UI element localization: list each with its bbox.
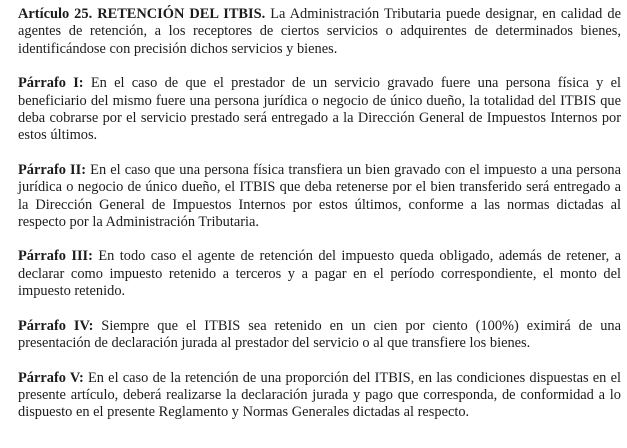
article-text: La Administración Tributaria puede designar, en calidad de agentes de retención, a los receptores de ciertos servicios o adquirentes de determinados bienes, identificándose con precisión dichos servicios y bienes. [18,6,621,57]
paragraph-1 [18,75,621,145]
paragraph-text: En todo caso el agente de retención del impuesto queda obligado, además de retener, a declarar como impuesto retenido a terceros y a pagar en el período correspondiente, el monto del impuesto retenido. [18,248,621,300]
paragraph-label: Párrafo V: [18,369,84,386]
paragraph-label: Párrafo III: [18,248,93,265]
paragraph-text: En el caso de la retención de una proporción del ITBIS, en las condiciones dispuestas en el presente artículo, deberá realizarse la declaración jurada y pago que corresponda, de conformidad a lo dispuesto en el presente Reglamento y Normas Generales dictadas al respecto. [18,369,621,421]
paragraph-3 [18,248,621,300]
article-25 [18,6,621,58]
paragraph-4 [18,318,621,353]
paragraph-5 [18,370,621,422]
paragraph-text: Siempre que el ITBIS sea retenido en un cien por ciento (100%) eximirá de una presentación de declaración jurada al prestador del servicio o al que transfiere los bienes. [18,317,621,352]
article-heading: Artículo 25. RETENCIÓN DEL ITBIS. [18,6,266,22]
paragraph-label: Párrafo IV: [18,317,94,334]
paragraph-label: Párrafo I: [18,75,84,92]
paragraph-text: En el caso de que el prestador de un servicio gravado fuere una persona física y el beneficiario del mismo fuere una persona jurídica o negocio de único dueño, la totalidad del ITBIS que deba cobrarse por el servicio prestado será entregado a la Dirección General de Impuestos Internos por estos últimos. [18,75,621,144]
paragraph-text: En el caso que una persona física transfiera un bien gravado con el impuesto a una persona jurídica o negocio de único dueño, el ITBIS que deba retenerse por el bien transferido será entregado a la Dirección General de Impuestos Internos por estos últimos, conforme a las normas dictadas al respecto por la Administración Tributaria. [18,161,621,231]
paragraph-2 [18,162,621,232]
paragraph-label: Párrafo II: [18,161,87,178]
